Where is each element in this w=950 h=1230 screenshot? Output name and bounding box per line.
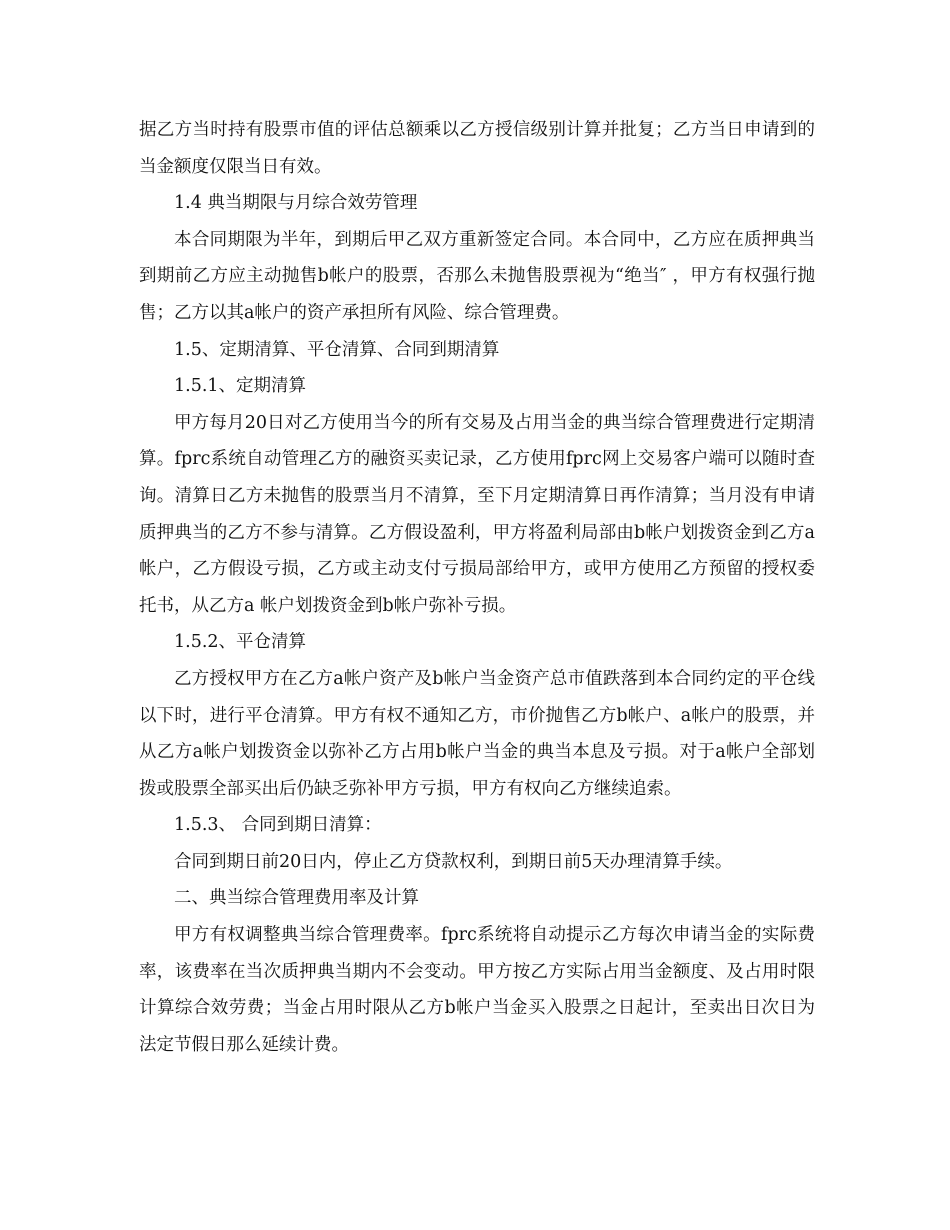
section-heading-1-5: 1.5、定期清算、平仓清算、合同到期清算 [174,339,500,360]
section-heading-1-5-3: 1.5.3、 合同到期日清算： [174,815,382,836]
section-heading-1-5-1: 1.5.1、定期清算 [174,376,307,397]
paragraph-contract-term: 本合同期限为半年，到期后甲乙双方重新签定合同。本合同中，乙方应在质押典当到期前乙方应主动抛售b帐户的股票，否那么未抛售股票视为“绝当″ ，甲方有权强行抛售；乙方以其a帐户的资产承担所有风险、综合管理费。 [139,229,815,323]
document-body [139,112,815,1063]
section-heading-2: 二、典当综合管理费用率及计算 [174,888,419,909]
section-heading-1-5-2: 1.5.2、平仓清算 [174,632,307,653]
paragraph-maturity-settlement: 合同到期日前20日内，停止乙方贷款权利，到期日前5天办理清算手续。 [174,851,733,872]
paragraph-liquidation-settlement: 乙方授权甲方在乙方a帐户资产及b帐户当金资产总市值跌落到本合同约定的平仓线以下时，进行平仓清算。甲方有权不通知乙方，市价抛售乙方b帐户、a帐户的股票，并从乙方a帐户划拨资金以弥补乙方占用b帐户当金的典当本息及亏损。对于a帐户全部划拨或股票全部买出后仍缺乏弥补甲方亏损，甲方有权向乙方继续追索。 [139,668,815,799]
paragraph-fee-rate: 甲方有权调整典当综合管理费率。fprc系统将自动提示乙方每次申请当金的实际费率，该费率在当次质押典当期内不会变动。甲方按乙方实际占用当金额度、及占用时限计算综合效劳费；当金占用时限从乙方b帐户当金买入股票之日起计，至卖出日次日为法定节假日那么延续计费。 [139,925,815,1055]
paragraph-periodic-settlement: 甲方每月20日对乙方使用当今的所有交易及占用当金的典当综合管理费进行定期清算。fprc系统自动管理乙方的融资买卖记录，乙方使用fprc网上交易客户端可以随时查询。清算日乙方未抛售的股票当月不清算，至下月定期清算日再作清算；当月没有申请质押典当的乙方不参与清算。乙方假设盈利，甲方将盈利局部由b帐户划拨资金到乙方a帐户，乙方假设亏损，乙方或主动支付亏损局部给甲方，或甲方使用乙方预留的授权委托书，从乙方a 帐户划拨资金到b帐户弥补亏损。 [139,412,815,616]
paragraph-continuation: 据乙方当时持有股票市值的评估总额乘以乙方授信级别计算并批复；乙方当日申请到的当金额度仅限当日有效。 [139,120,815,177]
section-heading-1-4: 1.4 典当期限与月综合效劳管理 [174,193,418,214]
